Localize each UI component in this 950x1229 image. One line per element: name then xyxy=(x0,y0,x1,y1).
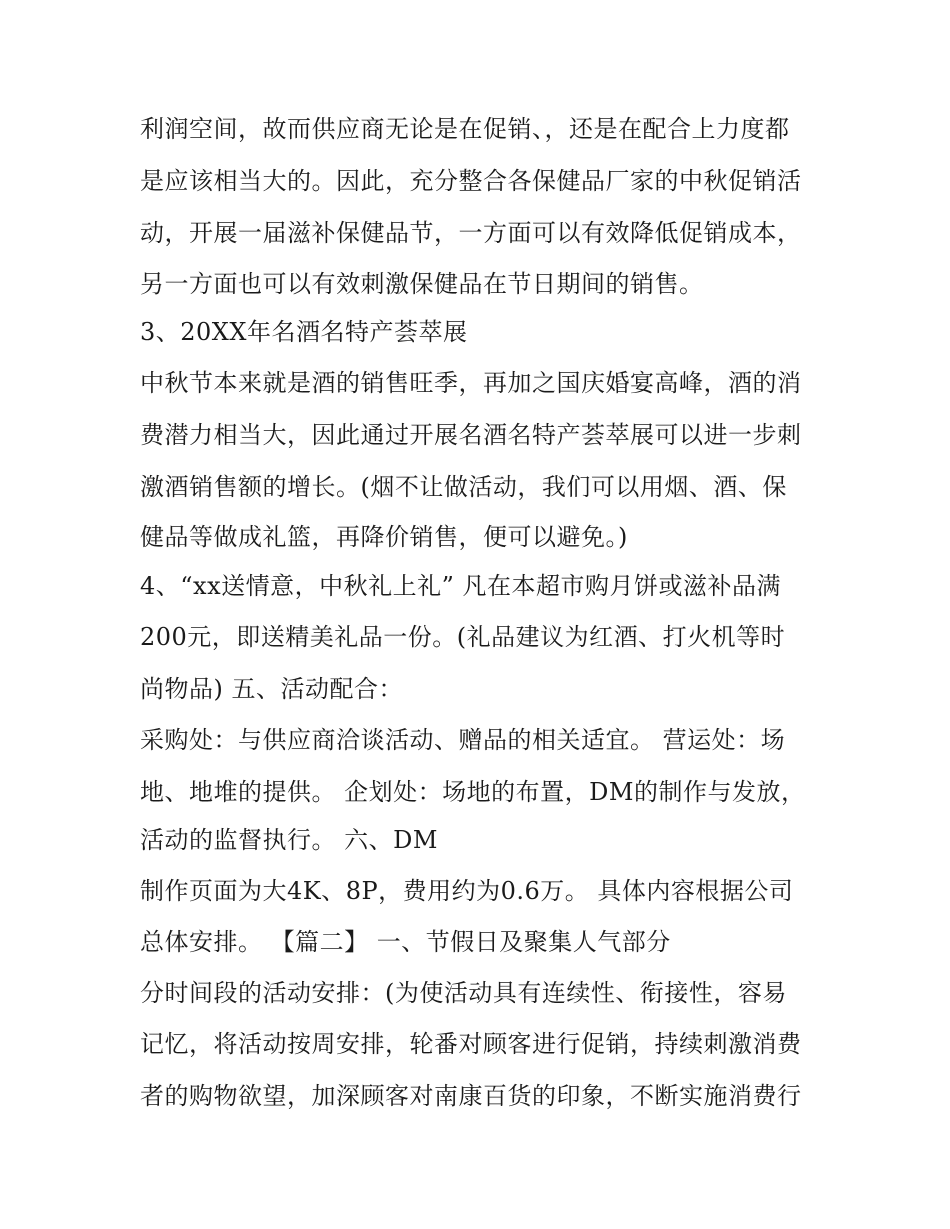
text-line: 激酒销售额的增长。(烟不让做活动，我们可以用烟、酒、保 xyxy=(140,473,787,501)
text-line: 活动的监督执行。 六、DM xyxy=(140,826,438,854)
text-line: 分时间段的活动安排：(为使活动具有连续性、衔接性，容易 xyxy=(140,979,787,1007)
text-line: 采购处：与供应商洽谈活动、赠品的相关适宜。 营运处：场 xyxy=(140,726,786,754)
text-line: 记忆，将活动按周安排，轮番对顾客进行促销，持续刺激消费 xyxy=(140,1030,802,1058)
text-line: 另一方面也可以有效刺激保健品在节日期间的销售。 xyxy=(140,270,704,298)
text-line: 4、“xx送情意，中秋礼上礼” 凡在本超市购月饼或滋补品满 xyxy=(140,572,782,600)
text-line: 健品等做成礼篮，再降价销售，便可以避免。) xyxy=(140,523,628,551)
text-line: 尚物品) 五、活动配合： xyxy=(140,675,403,703)
text-line: 地、地堆的提供。 企划处：场地的布置，DM的制作与发放， xyxy=(140,778,806,806)
text-line: 是应该相当大的。因此，充分整合各保健品厂家的中秋促销活 xyxy=(140,167,802,195)
text-line: 中秋节本来就是酒的销售旺季，再加之国庆婚宴高峰，酒的消 xyxy=(140,369,802,397)
text-line: 总体安排。 【篇二】 一、节假日及聚集人气部分 xyxy=(140,928,671,956)
section-heading: 3、20XX年名酒名特产荟萃展 xyxy=(140,318,468,346)
text-line: 者的购物欲望，加深顾客对南康百货的印象，不断实施消费行 xyxy=(140,1082,802,1110)
text-line: 动，开展一届滋补保健品节，一方面可以有效降低促销成本， xyxy=(140,219,802,247)
text-line: 200元，即送精美礼品一份。(礼品建议为红酒、打火机等时 xyxy=(140,623,786,651)
text-line: 利润空间，故而供应商无论是在促销、，还是在配合上力度都 xyxy=(140,115,790,143)
text-line: 费潜力相当大，因此通过开展名酒名特产荟萃展可以进一步刺 xyxy=(140,421,802,449)
text-line: 制作页面为大4K、8P，费用约为0.6万。 具体内容根据公司 xyxy=(140,877,794,905)
